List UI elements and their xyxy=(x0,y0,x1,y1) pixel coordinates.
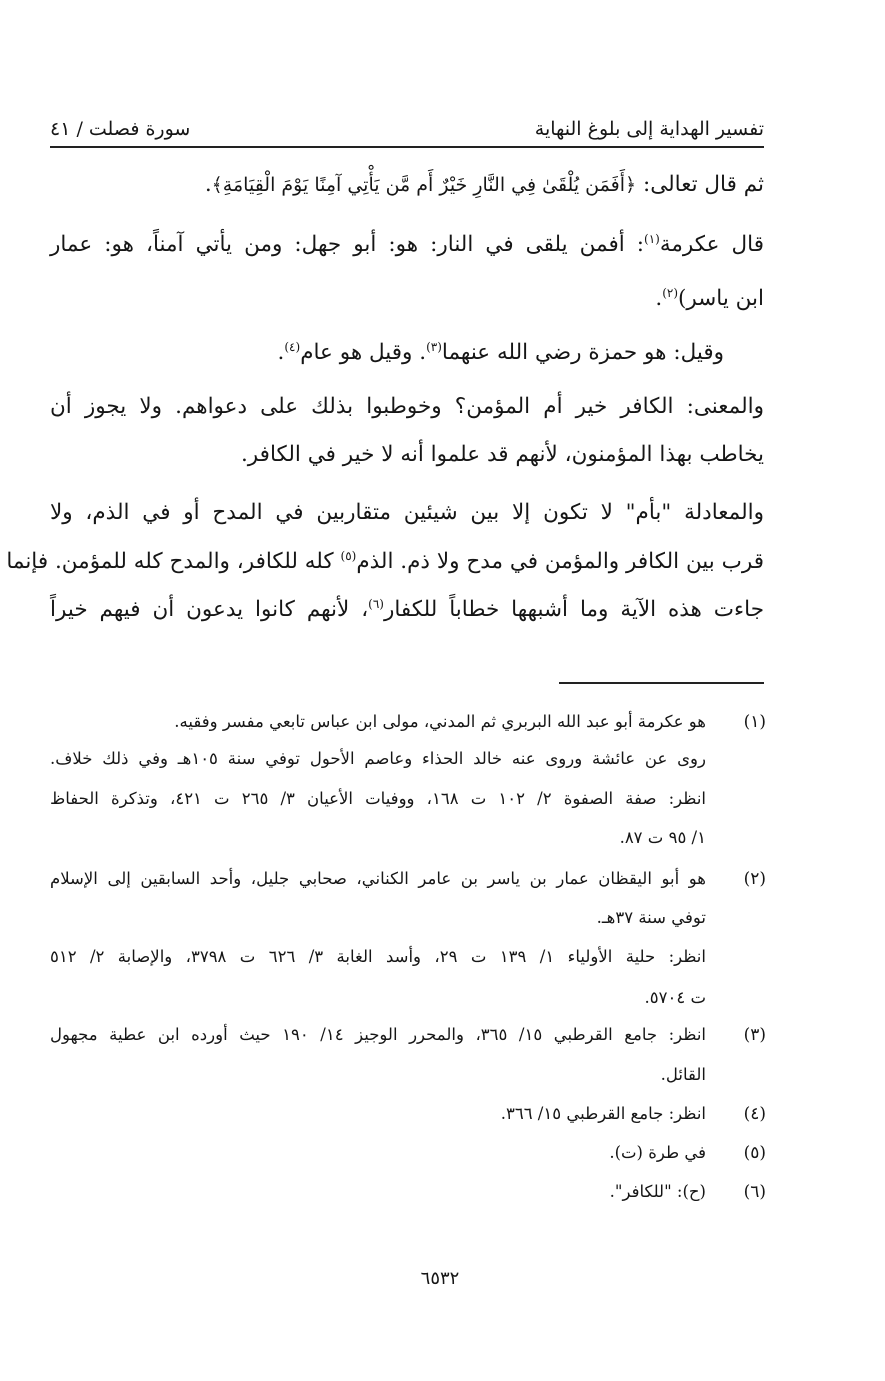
body-line: والمعنى: الكافر خير أم المؤمن؟ وخوطبوا بذلك على دعواهم. ولا يجوز أن xyxy=(50,394,764,419)
footnote-ref: (١) xyxy=(644,231,660,246)
footnote-line: انظر: حلية الأولياء ١/ ١٣٩ ت ٢٩، وأسد الغابة ٣/ ٦٢٦ ت ٣٧٩٨، والإصابة ٢/ ٥١٢ xyxy=(50,947,706,966)
footnote-line: هو أبو اليقظان عمار بن ياسر بن عامر الكناني، صحابي جليل، وأحد السابقين إلى الإسلام xyxy=(50,869,706,888)
body-line: وقيل: هو حمزة رضي الله عنهما$^{(٣)}$. وقيل هو عام$^{(٤)}$. xyxy=(277,339,724,365)
body-line: قال عكرمة$^{(١)}$: أفمن يلقى في النار: هو: أبو جهل: ومن يأتي آمناً، هو: عمار xyxy=(50,231,764,257)
footnote-number: (٥) xyxy=(743,1143,766,1163)
footnote-line: انظر: جامع القرطبي ١٥/ ٣٦٥، والمحرر الوجيز ١٤/ ١٩٠ حيث أورده ابن عطية مجهول xyxy=(50,1025,707,1044)
footnote-number: (٤) xyxy=(743,1104,766,1124)
footnote-line: انظر: جامع القرطبي ١٥/ ٣٦٦. xyxy=(500,1104,706,1123)
body-line: يخاطب بهذا المؤمنون، لأنهم قد علموا أنه لا خير في الكافر. xyxy=(240,442,764,467)
body-line: جاءت هذه الآية وما أشبهها خطاباً للكفار$^{(٦)}$، لأنهم كانوا يدعون أن فيهم خيراً xyxy=(50,596,764,622)
page-number: ٦٥٣٢ xyxy=(420,1268,460,1289)
footnote-ref: (٤) xyxy=(284,339,301,354)
surah-reference: سورة فصلت / ٤١ xyxy=(50,118,191,140)
footnote-number: (٢) xyxy=(743,869,766,889)
book-title: تفسير الهداية إلى بلوغ النهاية xyxy=(534,118,764,140)
running-header xyxy=(50,106,764,140)
footnote-ref: (٥) xyxy=(340,548,357,563)
footnote-ref: (٢) xyxy=(662,285,679,300)
footnote-ref: (٣) xyxy=(426,339,442,354)
footnote-line: انظر: صفة الصفوة ٢/ ١٠٢ ت ١٦٨، ووفيات الأعيان ٣/ ٢٦٥ ت ٤٢١، وتذكرة الحفاظ xyxy=(50,789,706,808)
footnote-line: (ح): "للكافر". xyxy=(609,1182,706,1201)
body-line: والمعادلة "بأم" لا تكون إلا بين شيئين متقاربين في المدح أو في الذم، ولا xyxy=(50,500,764,525)
footnote-ref: (٦) xyxy=(368,596,384,611)
footnote-number: (٦) xyxy=(743,1182,766,1202)
quran-verse: ﴿أَفَمَن يُلْقَىٰ فِي النَّارِ خَيْرٌ أَم مَّن يَأْتِي آمِنًا يَوْمَ الْقِيَامَةِ﴾ xyxy=(211,174,637,196)
body-line: ابن ياسر)$^{(٢)}$. xyxy=(655,285,764,311)
footnote-line: هو عكرمة أبو عبد الله البربري ثم المدني، مولى ابن عباس تابعي مفسر وفقيه. xyxy=(174,712,706,731)
footnote-number: (٣) xyxy=(743,1025,766,1045)
footnote-line: في طرة (ت). xyxy=(609,1143,706,1162)
footnote-line: روى عن عائشة وروى عنه خالد الحذاء وعاصم الأحول توفي سنة ١٠٥هـ وفي ذلك خلاف. xyxy=(50,749,706,768)
body-line: ثم قال تعالى: ﴿أَفَمَن يُلْقَىٰ فِي النَّارِ خَيْرٌ أَم مَّن يَأْتِي آمِنًا يَوْمَ الْقِيَامَةِ﴾. xyxy=(204,172,764,197)
footnote-number: (١) xyxy=(743,712,766,732)
footnote-line: ت ٥٧٠٤. xyxy=(644,988,706,1007)
footnote-line: القائل. xyxy=(660,1065,706,1084)
footnote-line: توفي سنة ٣٧هـ. xyxy=(596,908,706,927)
footnote-separator xyxy=(559,682,764,684)
footnote-line: ١/ ٩٥ ت ٨٧. xyxy=(619,828,706,847)
header-rule xyxy=(50,146,764,148)
body-line: قرب بين الكافر والمؤمن في مدح ولا ذم. الذم$^{(٥)}$ كله للكافر، والمدح كله للمؤمن. فإنما xyxy=(6,548,764,574)
